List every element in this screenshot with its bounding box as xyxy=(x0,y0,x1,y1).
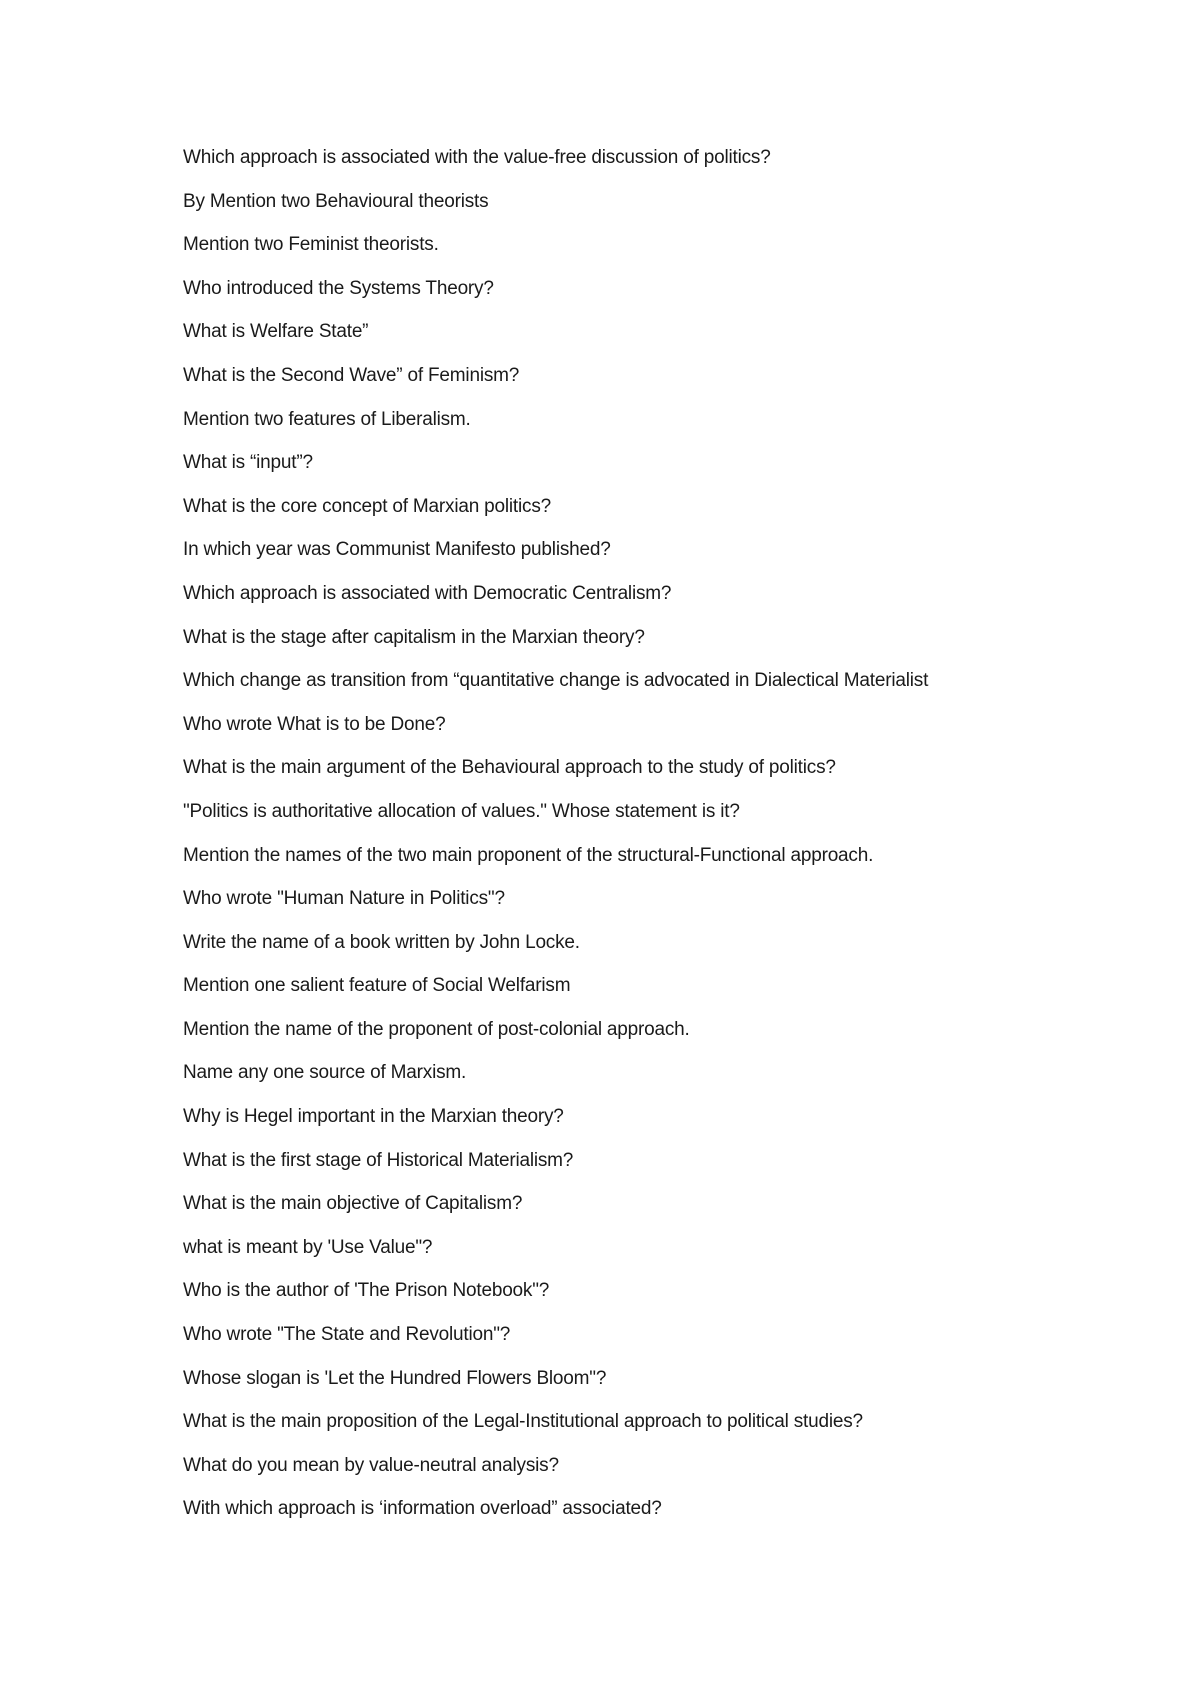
question-item: What do you mean by value-neutral analysis? xyxy=(183,1454,559,1476)
question-item: What is “input”? xyxy=(183,452,313,474)
question-item: Who wrote "Human Nature in Politics"? xyxy=(183,888,505,910)
question-item: By Mention two Behavioural theorists xyxy=(183,190,489,212)
question-item: Who wrote "The State and Revolution"? xyxy=(183,1324,511,1346)
question-item: Why is Hegel important in the Marxian theory? xyxy=(183,1106,564,1128)
question-item: Mention the names of the two main proponent of the structural-Functional approach. xyxy=(183,844,874,866)
question-item: With which approach is ‘information overload” associated? xyxy=(183,1498,662,1520)
question-item: "Politics is authoritative allocation of values." Whose statement is it? xyxy=(183,800,740,822)
question-item: what is meant by 'Use Value"? xyxy=(183,1236,433,1258)
question-item: Which approach is associated with Democratic Centralism? xyxy=(183,582,672,604)
question-item: What is Welfare State” xyxy=(183,321,369,343)
question-item: What is the first stage of Historical Materialism? xyxy=(183,1149,574,1171)
question-item: Mention two Feminist theorists. xyxy=(183,234,439,256)
question-item: Write the name of a book written by John Locke. xyxy=(183,931,580,953)
question-item: What is the main proposition of the Legal-Institutional approach to political studies? xyxy=(183,1411,863,1433)
question-item: What is the main argument of the Behavioural approach to the study of politics? xyxy=(183,757,836,779)
question-list xyxy=(183,146,1163,1541)
question-item: In which year was Communist Manifesto published? xyxy=(183,539,611,561)
question-item: Who wrote What is to be Done? xyxy=(183,713,446,735)
question-item: Which change as transition from “quantitative change is advocated in Dialectical Materialist xyxy=(183,670,929,692)
question-item: Mention one salient feature of Social Welfarism xyxy=(183,975,571,997)
question-item: Who is the author of 'The Prison Notebook"? xyxy=(183,1280,550,1302)
question-item: Which approach is associated with the value-free discussion of politics? xyxy=(183,147,771,168)
question-item: Name any one source of Marxism. xyxy=(183,1062,467,1084)
question-item: Mention the name of the proponent of post-colonial approach. xyxy=(183,1018,690,1040)
question-item: Whose slogan is 'Let the Hundred Flowers Bloom"? xyxy=(183,1367,607,1389)
question-item: What is the main objective of Capitalism? xyxy=(183,1193,523,1215)
question-item: Who introduced the Systems Theory? xyxy=(183,277,494,299)
question-item: What is the core concept of Marxian politics? xyxy=(183,495,552,517)
question-item: Mention two features of Liberalism. xyxy=(183,408,471,430)
question-item: What is the Second Wave” of Feminism? xyxy=(183,364,520,386)
question-item: What is the stage after capitalism in the Marxian theory? xyxy=(183,626,645,648)
